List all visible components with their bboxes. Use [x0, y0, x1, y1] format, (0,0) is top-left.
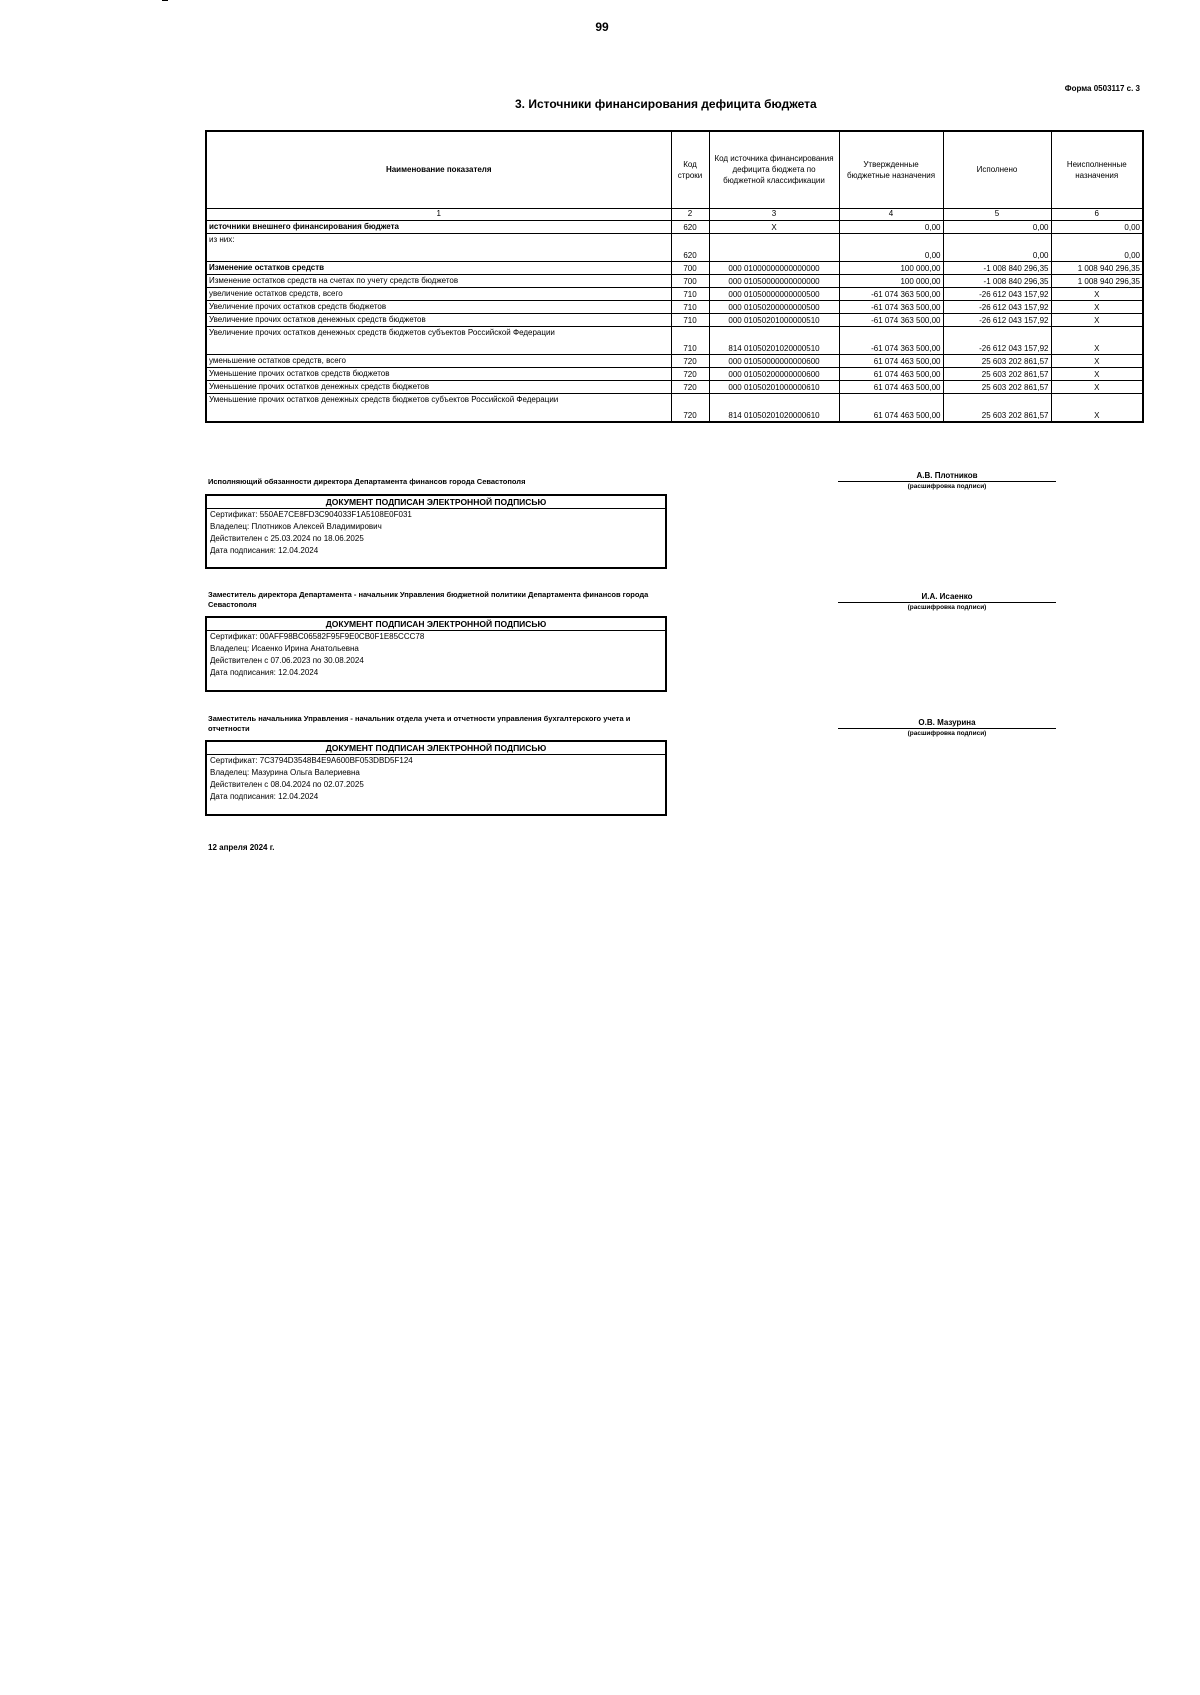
- row-source-code: 000 01050000000000000: [709, 274, 839, 287]
- signatory-name: А.В. Плотников: [838, 470, 1056, 482]
- stamp-owner: Владелец: Плотников Алексей Владимирович: [210, 522, 382, 531]
- row-line-code: 720: [671, 367, 709, 380]
- row-unexecuted: X: [1051, 354, 1143, 367]
- financing-sources-table: [205, 130, 1144, 423]
- table-row: [206, 380, 1143, 393]
- stamp-validity: Действителен с 25.03.2024 по 18.06.2025: [210, 534, 364, 543]
- electronic-signature-stamp: [205, 494, 667, 569]
- row-executed: 0,00: [943, 233, 1051, 261]
- row-name: Увеличение прочих остатков денежных средств бюджетов: [206, 313, 671, 326]
- stamp-owner: Владелец: Мазурина Ольга Валериевна: [210, 768, 360, 777]
- signatory-title: Заместитель начальника Управления - начальник отдела учета и отчетности управления бухгалтерского учета и отчетности: [208, 714, 631, 733]
- row-unexecuted: X: [1051, 326, 1143, 354]
- row-unexecuted: 0,00: [1051, 220, 1143, 233]
- row-approved: -61 074 363 500,00: [839, 326, 943, 354]
- row-line-code: 710: [671, 287, 709, 300]
- row-approved: 0,00: [839, 220, 943, 233]
- row-source-code: 000 01050200000000500: [709, 300, 839, 313]
- header-line-code: Код строки: [671, 131, 709, 208]
- signature-hint: (расшифровка подписи): [907, 604, 987, 611]
- table-row: [206, 326, 1143, 354]
- row-executed: -26 612 043 157,92: [943, 287, 1051, 300]
- header-unexecuted: Неисполненные назначения: [1051, 131, 1143, 208]
- row-line-code: 720: [671, 393, 709, 422]
- column-number: 2: [671, 208, 709, 220]
- signatory-title: Исполняющий обязанности директора Департамента финансов города Севастополя: [208, 477, 526, 486]
- stamp-header: ДОКУМЕНТ ПОДПИСАН ЭЛЕКТРОННОЙ ПОДПИСЬЮ: [207, 618, 665, 631]
- row-unexecuted: 1 008 940 296,35: [1051, 261, 1143, 274]
- row-source-code: 814 01050201020000510: [709, 326, 839, 354]
- signature-hint: (расшифровка подписи): [907, 730, 987, 737]
- column-number: 5: [943, 208, 1051, 220]
- row-approved: -61 074 363 500,00: [839, 287, 943, 300]
- row-line-code: 700: [671, 274, 709, 287]
- row-approved: 61 074 463 500,00: [839, 380, 943, 393]
- stamp-signing-date: Дата подписания: 12.04.2024: [210, 546, 319, 555]
- row-name: Увеличение прочих остатков денежных средств бюджетов субъектов Российской Федерации: [206, 326, 671, 354]
- row-name: увеличение остатков средств, всего: [206, 287, 671, 300]
- row-name: из них:: [206, 233, 671, 261]
- column-number: 3: [709, 208, 839, 220]
- row-executed: 25 603 202 861,57: [943, 380, 1051, 393]
- row-source-code: [709, 233, 839, 261]
- table-row: [206, 393, 1143, 422]
- header-indicator-name: Наименование показателя: [206, 131, 671, 208]
- row-approved: -61 074 363 500,00: [839, 313, 943, 326]
- row-source-code: 000 01050200000000600: [709, 367, 839, 380]
- form-code: Форма 0503117 с. 3: [1064, 84, 1140, 93]
- header-source-code: Код источника финансирования дефицита бюджета по бюджетной классификации: [709, 131, 839, 208]
- table-row: [206, 313, 1143, 326]
- row-source-code: 000 01050000000000500: [709, 287, 839, 300]
- stamp-validity: Действителен с 08.04.2024 по 02.07.2025: [210, 780, 364, 789]
- row-executed: -1 008 840 296,35: [943, 274, 1051, 287]
- row-executed: 25 603 202 861,57: [943, 367, 1051, 380]
- table-row: [206, 300, 1143, 313]
- row-unexecuted: 1 008 940 296,35: [1051, 274, 1143, 287]
- row-executed: -1 008 840 296,35: [943, 261, 1051, 274]
- table-row: [206, 220, 1143, 233]
- row-approved: 61 074 463 500,00: [839, 393, 943, 422]
- row-name: Изменение остатков средств на счетах по учету средств бюджетов: [206, 274, 671, 287]
- row-executed: 0,00: [943, 220, 1051, 233]
- document-date: 12 апреля 2024 г.: [208, 843, 275, 852]
- stamp-signing-date: Дата подписания: 12.04.2024: [210, 668, 319, 677]
- row-source-code: 000 01050201000000510: [709, 313, 839, 326]
- row-approved: -61 074 363 500,00: [839, 300, 943, 313]
- table-row: [206, 233, 1143, 261]
- row-executed: 25 603 202 861,57: [943, 393, 1051, 422]
- row-name: Уменьшение прочих остатков денежных средств бюджетов субъектов Российской Федерации: [206, 393, 671, 422]
- stamp-header: ДОКУМЕНТ ПОДПИСАН ЭЛЕКТРОННОЙ ПОДПИСЬЮ: [207, 496, 665, 509]
- column-number: 6: [1051, 208, 1143, 220]
- page-number: 99: [595, 20, 609, 34]
- scan-mark: [162, 0, 168, 1]
- row-name: Уменьшение прочих остатков денежных средств бюджетов: [206, 380, 671, 393]
- row-name: уменьшение остатков средств, всего: [206, 354, 671, 367]
- row-line-code: 620: [671, 220, 709, 233]
- electronic-signature-stamp: [205, 616, 667, 692]
- row-source-code: 000 01050000000000600: [709, 354, 839, 367]
- stamp-certificate: Сертификат: 7C3794D3548B4E9A600BF053DBD5F124: [210, 756, 413, 765]
- row-unexecuted: X: [1051, 287, 1143, 300]
- row-executed: -26 612 043 157,92: [943, 313, 1051, 326]
- stamp-owner: Владелец: Исаенко Ирина Анатольевна: [210, 644, 359, 653]
- row-source-code: X: [709, 220, 839, 233]
- row-unexecuted: X: [1051, 367, 1143, 380]
- electronic-signature-stamp: [205, 740, 667, 816]
- row-name: источники внешнего финансирования бюджета: [206, 220, 671, 233]
- signature-decoding: [838, 591, 1056, 612]
- stamp-certificate: Сертификат: 550AE7CE8FD3C904033F1A5108E0F031: [210, 510, 412, 519]
- row-source-code: 000 01000000000000000: [709, 261, 839, 274]
- signature-hint: (расшифровка подписи): [907, 483, 987, 490]
- row-approved: 100 000,00: [839, 274, 943, 287]
- row-unexecuted: X: [1051, 393, 1143, 422]
- table-header-row: [206, 131, 1143, 208]
- row-line-code: 710: [671, 326, 709, 354]
- row-approved: 0,00: [839, 233, 943, 261]
- row-executed: -26 612 043 157,92: [943, 326, 1051, 354]
- row-unexecuted: X: [1051, 300, 1143, 313]
- row-source-code: 814 01050201020000610: [709, 393, 839, 422]
- row-name: Изменение остатков средств: [206, 261, 671, 274]
- row-line-code: 710: [671, 313, 709, 326]
- stamp-signing-date: Дата подписания: 12.04.2024: [210, 792, 319, 801]
- signatory-title: Заместитель директора Департамента - начальник Управления бюджетной политики Департамента финансов города Севастополя: [208, 590, 649, 609]
- row-line-code: 720: [671, 354, 709, 367]
- column-number: 1: [206, 208, 671, 220]
- row-line-code: 700: [671, 261, 709, 274]
- table-row: [206, 367, 1143, 380]
- table-row: [206, 274, 1143, 287]
- signatory-name: И.А. Исаенко: [838, 591, 1056, 603]
- section-title: 3. Источники финансирования дефицита бюджета: [515, 97, 817, 111]
- stamp-certificate: Сертификат: 00AFF98BC06582F95F9E0CB0F1E85CCC78: [210, 632, 425, 641]
- row-unexecuted: X: [1051, 380, 1143, 393]
- row-executed: -26 612 043 157,92: [943, 300, 1051, 313]
- row-unexecuted: 0,00: [1051, 233, 1143, 261]
- stamp-validity: Действителен с 07.06.2023 по 30.08.2024: [210, 656, 364, 665]
- column-numbers-row: [206, 208, 1143, 220]
- table-row: [206, 354, 1143, 367]
- signature-decoding: [838, 717, 1056, 738]
- row-executed: 25 603 202 861,57: [943, 354, 1051, 367]
- header-approved: Утвержденные бюджетные назначения: [839, 131, 943, 208]
- row-line-code: 710: [671, 300, 709, 313]
- row-line-code: 620: [671, 233, 709, 261]
- signature-decoding: [838, 470, 1056, 491]
- header-executed: Исполнено: [943, 131, 1051, 208]
- row-name: Увеличение прочих остатков средств бюджетов: [206, 300, 671, 313]
- row-line-code: 720: [671, 380, 709, 393]
- table-row: [206, 261, 1143, 274]
- row-name: Уменьшение прочих остатков средств бюджетов: [206, 367, 671, 380]
- row-source-code: 000 01050201000000610: [709, 380, 839, 393]
- stamp-header: ДОКУМЕНТ ПОДПИСАН ЭЛЕКТРОННОЙ ПОДПИСЬЮ: [207, 742, 665, 755]
- row-approved: 100 000,00: [839, 261, 943, 274]
- row-approved: 61 074 463 500,00: [839, 367, 943, 380]
- column-number: 4: [839, 208, 943, 220]
- row-approved: 61 074 463 500,00: [839, 354, 943, 367]
- row-unexecuted: X: [1051, 313, 1143, 326]
- signatory-name: О.В. Мазурина: [838, 717, 1056, 729]
- table-row: [206, 287, 1143, 300]
